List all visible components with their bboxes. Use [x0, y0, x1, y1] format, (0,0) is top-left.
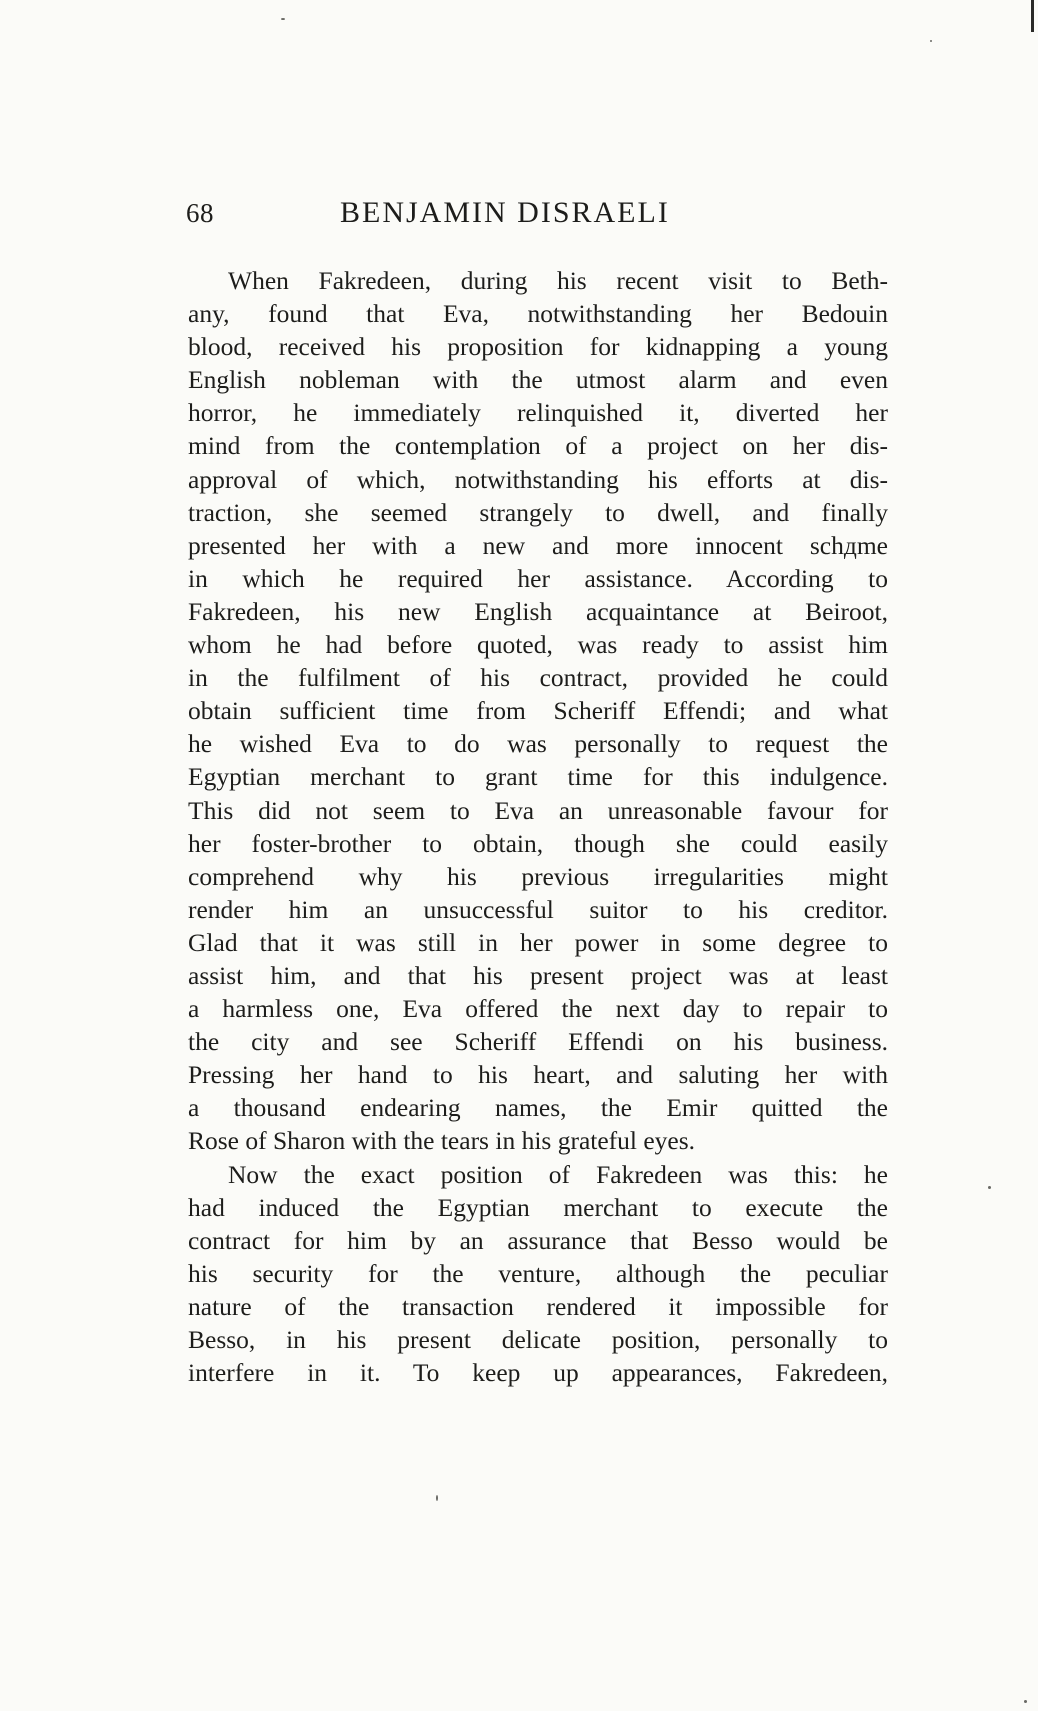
text-line: obtain sufficient time from Scheriff Effendi; and what: [188, 696, 888, 726]
text-line: he wished Eva to do was personally to request the: [188, 729, 888, 759]
text-line: Pressing her hand to his heart, and saluting her with: [188, 1060, 888, 1090]
text-line: Besso, in his present delicate position, personally to: [188, 1325, 888, 1354]
text-line: interfere in it. To keep up appearances, Fakredeen,: [188, 1358, 888, 1388]
text-line: horror, he immediately relinquished it, diverted her: [188, 398, 888, 428]
paragraph-2: [188, 1158, 888, 1390]
scan-speck: [930, 40, 932, 42]
text-line: assist him, and that his present project was at least: [188, 960, 888, 990]
text-line: blood, received his proposition for kidnapping a young: [188, 332, 888, 362]
body-text: [188, 264, 888, 1389]
text-line: traction, she seemed strangely to dwell, and finally: [188, 497, 888, 527]
text-line: Fakredeen, his new English acquaintance at Beiroot,: [188, 596, 888, 626]
text-line: approval of which, notwithstanding his efforts at dis-: [188, 464, 888, 494]
paragraph-1: [188, 264, 888, 1158]
running-title: BENJAMIN DISRAELI: [340, 196, 670, 229]
text-line: presented her with a new and more innocent schдme: [188, 530, 888, 560]
scan-speck: [281, 18, 285, 20]
page-header: [186, 198, 886, 242]
text-line: had induced the Egyptian merchant to execute the: [188, 1192, 888, 1222]
text-line: a thousand endearing names, the Emir quitted the: [188, 1093, 888, 1123]
text-line: in the fulfilment of his contract, provided he could: [188, 663, 888, 693]
text-line: Glad that it was still in her power in some degree to: [188, 927, 888, 957]
text-line: his security for the venture, although the peculiar: [188, 1258, 888, 1288]
text-line: render him an unsuccessful suitor to his creditor.: [188, 894, 888, 924]
text-line: contract for him by an assurance that Besso would be: [188, 1225, 888, 1255]
text-line: Now the exact position of Fakredeen was this: he: [228, 1159, 888, 1189]
text-line: whom he had before quoted, was ready to assist him: [188, 630, 888, 660]
scan-speck: [1024, 1700, 1027, 1703]
scan-edge-mark: [1031, 0, 1034, 32]
text-line: This did not seem to Eva an unreasonable favour for: [188, 795, 888, 825]
page-number: 68: [186, 198, 214, 228]
text-line: her foster-brother to obtain, though she could easily: [188, 828, 888, 858]
text-line: English nobleman with the utmost alarm and even: [188, 365, 888, 395]
scan-speck: [436, 1495, 438, 1501]
text-line: in which he required her assistance. According to: [188, 563, 888, 593]
text-line: Rose of Sharon with the tears in his grateful eyes.: [188, 1126, 696, 1156]
text-line: any, found that Eva, notwithstanding her Bedouin: [188, 299, 888, 329]
text-line: nature of the transaction rendered it impossible for: [188, 1291, 888, 1321]
text-line: comprehend why his previous irregularities might: [188, 861, 888, 891]
text-line: Egyptian merchant to grant time for this indulgence.: [188, 762, 888, 792]
text-line: a harmless one, Eva offered the next day to repair to: [188, 994, 888, 1024]
text-line: mind from the contemplation of a project on her dis-: [188, 431, 888, 461]
text-line: the city and see Scheriff Effendi on his business.: [188, 1027, 888, 1057]
text-line: When Fakredeen, during his recent visit to Beth-: [228, 266, 888, 295]
scan-speck: [988, 1186, 991, 1189]
